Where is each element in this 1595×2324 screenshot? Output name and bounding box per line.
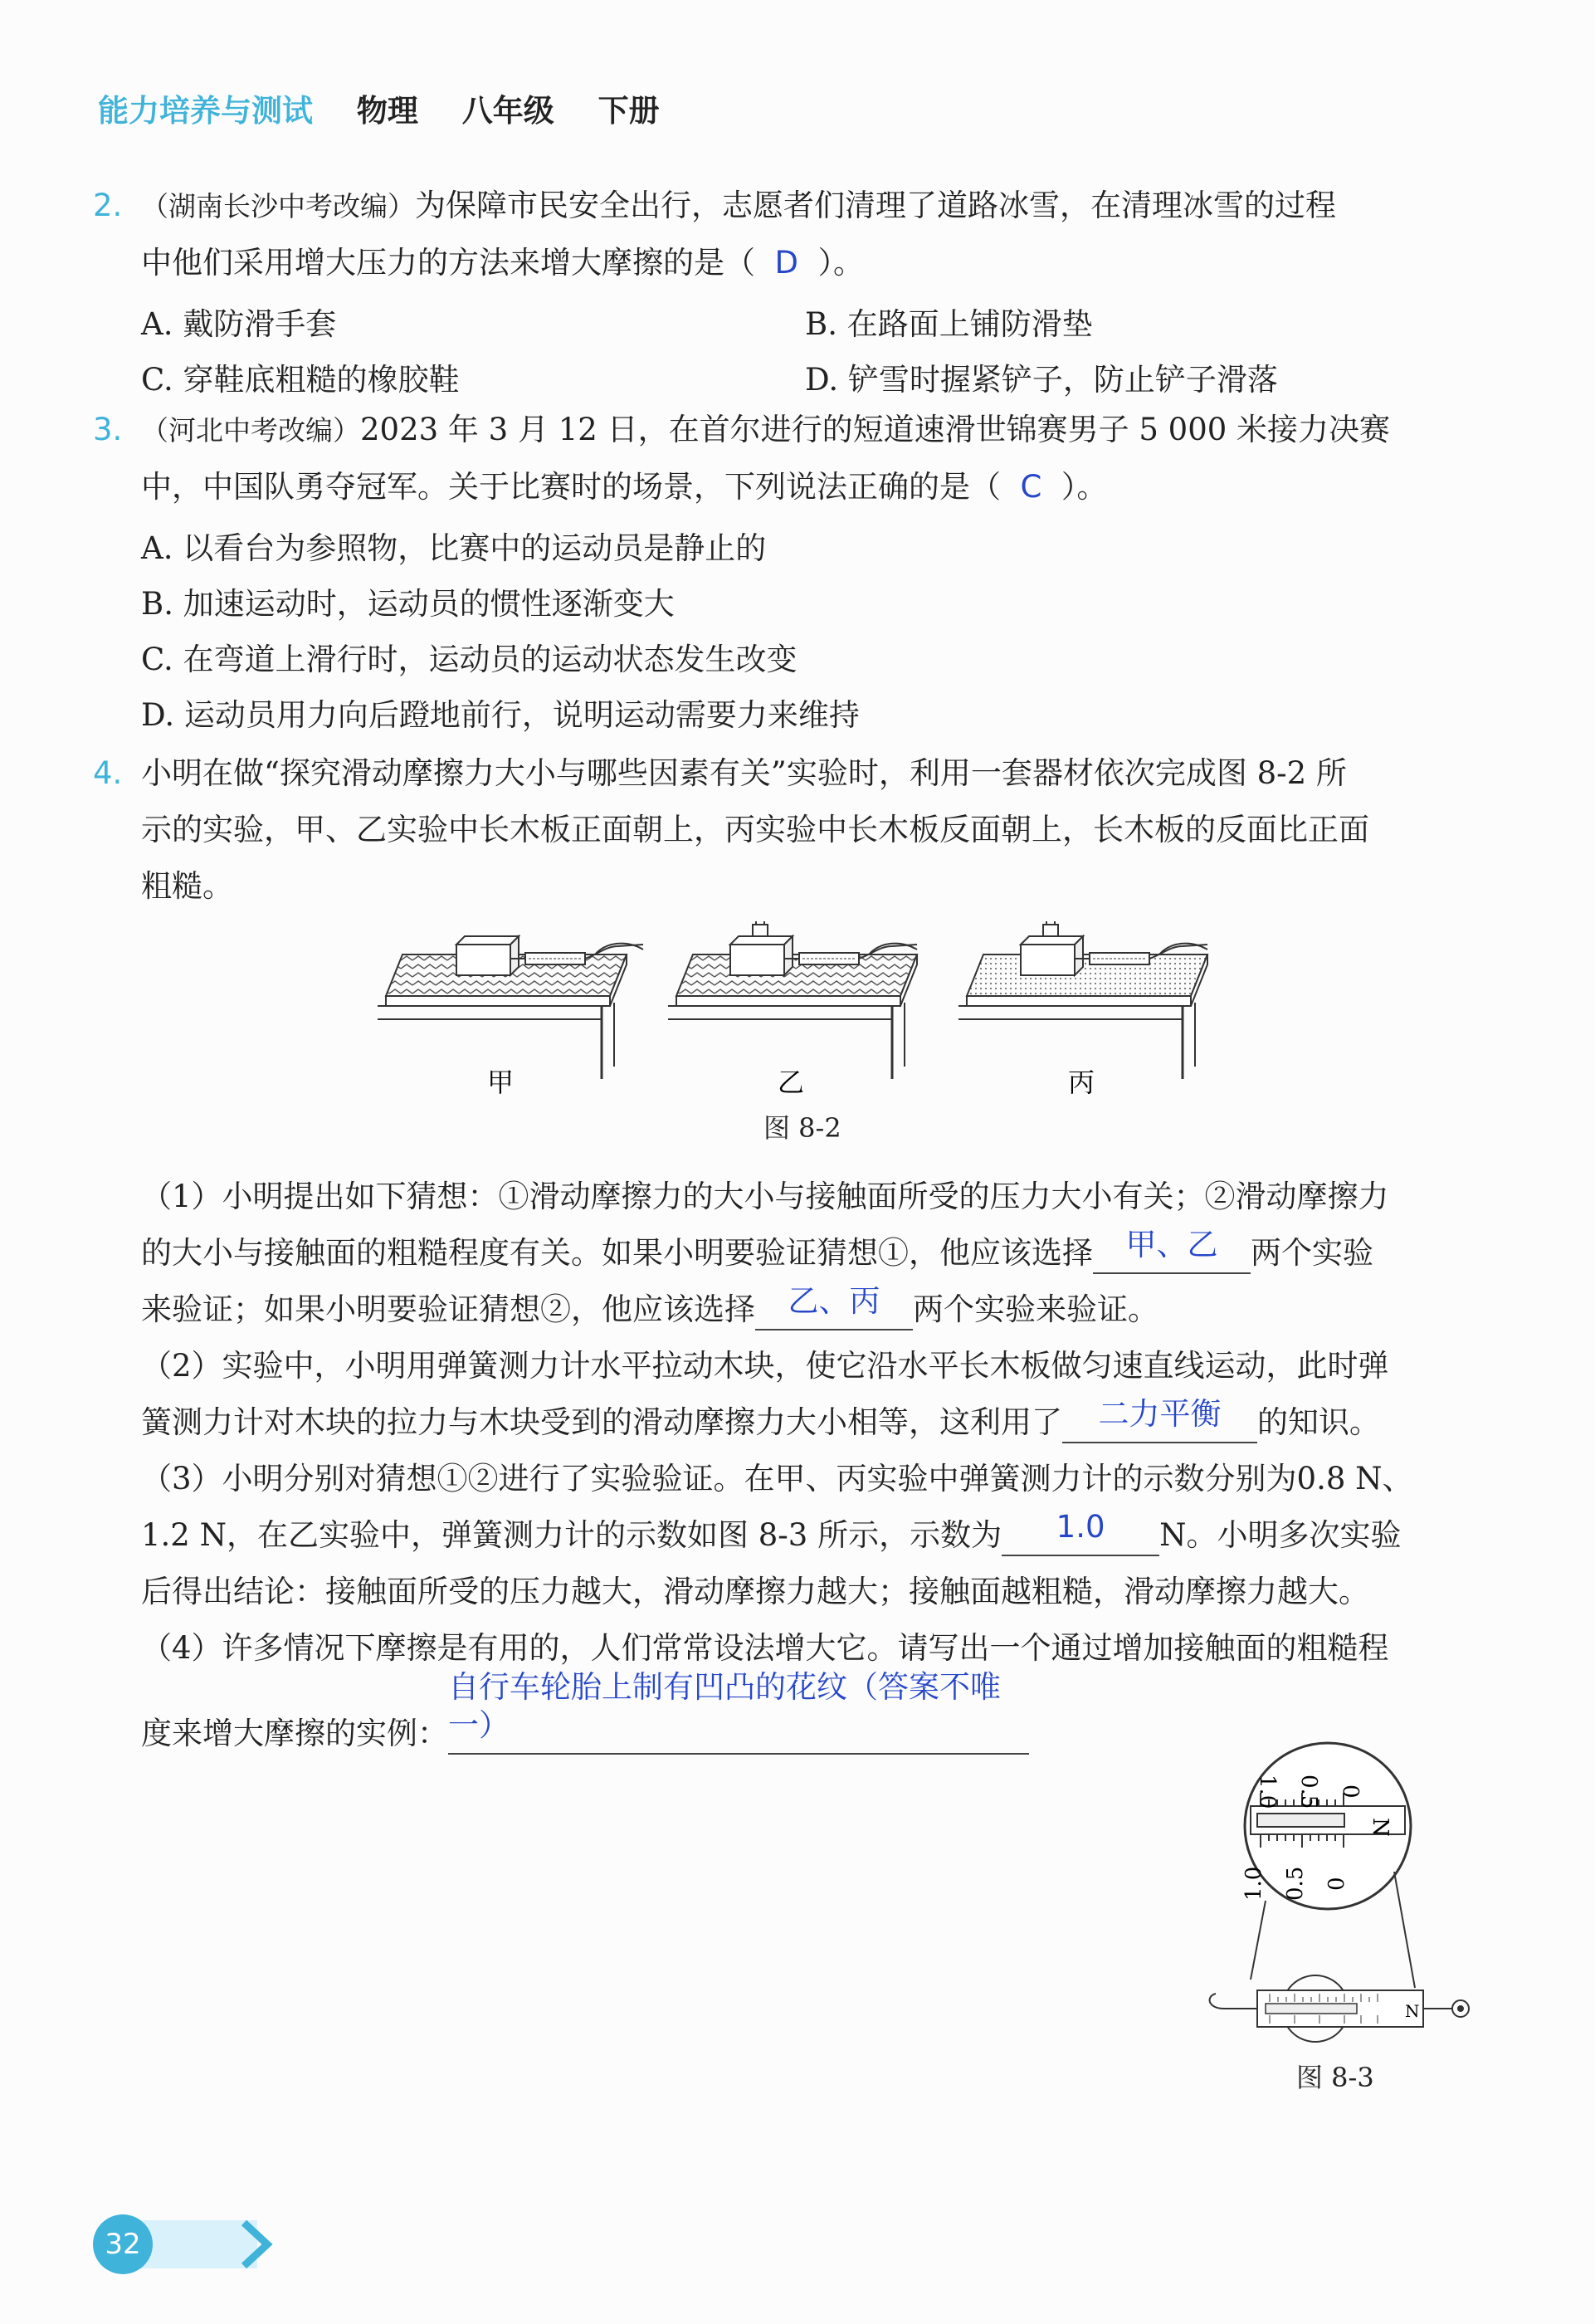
- question-source: （河北中考改编）: [141, 414, 360, 447]
- answer-text: 自行车轮胎上制有凹凸的花纹（答案不唯一）: [448, 1669, 1001, 1743]
- stem-line: ）。: [1061, 469, 1108, 505]
- subq-line: 两个实验: [1251, 1235, 1373, 1271]
- subquestion-3: [141, 1451, 1481, 1620]
- subq-line: 的大小与接触面的粗糙程度有关。如果小明要验证猜想①，他应该选择: [141, 1235, 1093, 1271]
- stem-line: 2023 年 3 月 12 日，在首尔进行的短道速滑世锦赛男子 5 000 米接力决赛: [360, 412, 1391, 447]
- magnifier-circle: [1241, 1743, 1411, 1909]
- question-number: 4.: [93, 755, 123, 791]
- subq-line: （1）小明提出如下猜想：①滑动摩擦力的大小与接触面所受的压力大小有关；②滑动摩擦力: [141, 1179, 1389, 1214]
- stem-line: 粗糙。: [141, 868, 233, 904]
- answer-text: 甲、乙: [1125, 1227, 1218, 1262]
- answer-blank[interactable]: [1062, 1396, 1257, 1443]
- subq-line: 度来增大摩擦的实例：: [141, 1716, 448, 1751]
- question-number: 3.: [93, 412, 123, 447]
- chevron-right-icon: [237, 2219, 279, 2269]
- answer-text: 乙、丙: [788, 1283, 880, 1319]
- question-source: （湖南长沙中考改编）: [141, 190, 415, 222]
- stem-line: 示的实验，甲、乙实验中长木板正面朝上，丙实验中长木板反面朝上，长木板的反面比正面: [141, 812, 1369, 847]
- subq-line: 簧测力计对木块的拉力与木块受到的滑动摩擦力大小相等，这利用了: [141, 1404, 1062, 1440]
- tick-label-bottom: 0.5: [1283, 1866, 1308, 1901]
- subq-line: （4）许多情况下摩擦是有用的，人们常常设法增大它。请写出一个通过增加接触面的粗糙程: [141, 1630, 1389, 1666]
- stem-line: 为保障市民安全出行，志愿者们清理了道路冰雪，在清理冰雪的过程: [415, 188, 1336, 223]
- option-b: B. 加速运动时，运动员的惯性逐渐变大: [141, 586, 675, 622]
- label-bing: 丙: [1067, 1067, 1095, 1098]
- stem-line: 中，中国队勇夺冠军。关于比赛时的场景，下列说法正确的是（: [141, 469, 1001, 505]
- series-title: 能力培养与测试: [98, 93, 313, 129]
- label-jia: 甲: [486, 1067, 515, 1098]
- stem-line: 小明在做“探究滑动摩擦力大小与哪些因素有关”实验时，利用一套器材依次完成图 8-2 所: [141, 755, 1347, 791]
- volume: 下册: [598, 93, 660, 129]
- option-c: C. 穿鞋底粗糙的橡胶鞋: [141, 362, 460, 398]
- option-a: A. 以看台为参照物，比赛中的运动员是静止的: [141, 530, 767, 566]
- stem-line: ）。: [817, 245, 865, 281]
- answer-blank[interactable]: [448, 1669, 1029, 1755]
- page-header: [98, 85, 660, 130]
- option-d: D. 铲雪时握紧铲子，防止铲子滑落: [805, 362, 1278, 398]
- answer-blank[interactable]: [1002, 1509, 1159, 1556]
- answer-text: 二力平衡: [1098, 1396, 1222, 1432]
- grade: 八年级: [461, 93, 554, 129]
- subject: 物理: [356, 93, 418, 129]
- answer-blank[interactable]: [755, 1283, 913, 1330]
- subq-line: （3）小明分别对猜想①②进行了实验验证。在甲、丙实验中弹簧测力计的示数分别为0.8 N、: [141, 1461, 1413, 1496]
- subq-line: 后得出结论：接触面所受的压力越大，滑动摩擦力越大；接触面越粗糙，滑动摩擦力越大。: [141, 1574, 1369, 1609]
- subquestion-2: [141, 1338, 1481, 1451]
- question-2: [93, 178, 1477, 291]
- apparatus-yi: [668, 921, 917, 1079]
- subq-line: 来验证；如果小明要验证猜想②，他应该选择: [141, 1291, 755, 1327]
- answer-text: 1.0: [1056, 1509, 1105, 1545]
- tick-label-bottom: 0: [1324, 1877, 1349, 1891]
- label-yi: 乙: [777, 1067, 805, 1098]
- figure-8-2-caption: 图 8-2: [763, 1112, 841, 1144]
- option-b: B. 在路面上铺防滑垫: [805, 306, 1093, 342]
- answer-blank[interactable]: [1093, 1227, 1251, 1274]
- scale-unit-label: N: [1405, 2001, 1420, 2021]
- figure-8-3: [1174, 1726, 1490, 2108]
- spring-scale: [1210, 1975, 1469, 2042]
- unit-label: N: [1368, 1818, 1393, 1837]
- option-d: D. 运动员用力向后蹬地前行，说明运动需要力来维持: [141, 697, 860, 733]
- apparatus-bing: [958, 921, 1207, 1079]
- answer-choice: C: [1020, 469, 1042, 505]
- question-stem: [141, 402, 1477, 515]
- stem-line: 中他们采用增大压力的方法来增大摩擦的是（: [141, 245, 755, 281]
- page-number: 32: [93, 2214, 153, 2274]
- tick-label-top: 0.5: [1296, 1775, 1321, 1809]
- answer-choice: D: [774, 245, 799, 281]
- subq-line: 1.2 N，在乙实验中，弹簧测力计的示数如图 8-3 所示，示数为: [141, 1517, 1002, 1553]
- subq-line: 的知识。: [1257, 1404, 1380, 1440]
- subquestion-1: [141, 1169, 1481, 1338]
- question-stem: [141, 178, 1477, 291]
- apparatus-jia: [378, 936, 643, 1079]
- figure-8-3-caption: 图 8-3: [1296, 2062, 1374, 2093]
- tick-label-bottom: 1.0: [1241, 1866, 1266, 1901]
- option-a: A. 戴防滑手套: [141, 306, 337, 342]
- figure-8-2: [378, 921, 1241, 1137]
- tick-label-top: 0: [1338, 1784, 1363, 1799]
- question-4: [93, 745, 1477, 915]
- question-3: [93, 402, 1477, 515]
- subq-line: 两个实验来验证。: [913, 1291, 1158, 1327]
- question-stem: [141, 745, 1477, 915]
- subq-line: （2）实验中，小明用弹簧测力计水平拉动木块，使它沿水平长木板做匀速直线运动，此时弹: [141, 1348, 1389, 1384]
- question-number: 2.: [93, 188, 123, 223]
- subq-line: N。小明多次实验: [1159, 1517, 1402, 1553]
- tick-label-top: 1.0: [1255, 1775, 1280, 1809]
- option-c: C. 在弯道上滑行时，运动员的运动状态发生改变: [141, 642, 798, 677]
